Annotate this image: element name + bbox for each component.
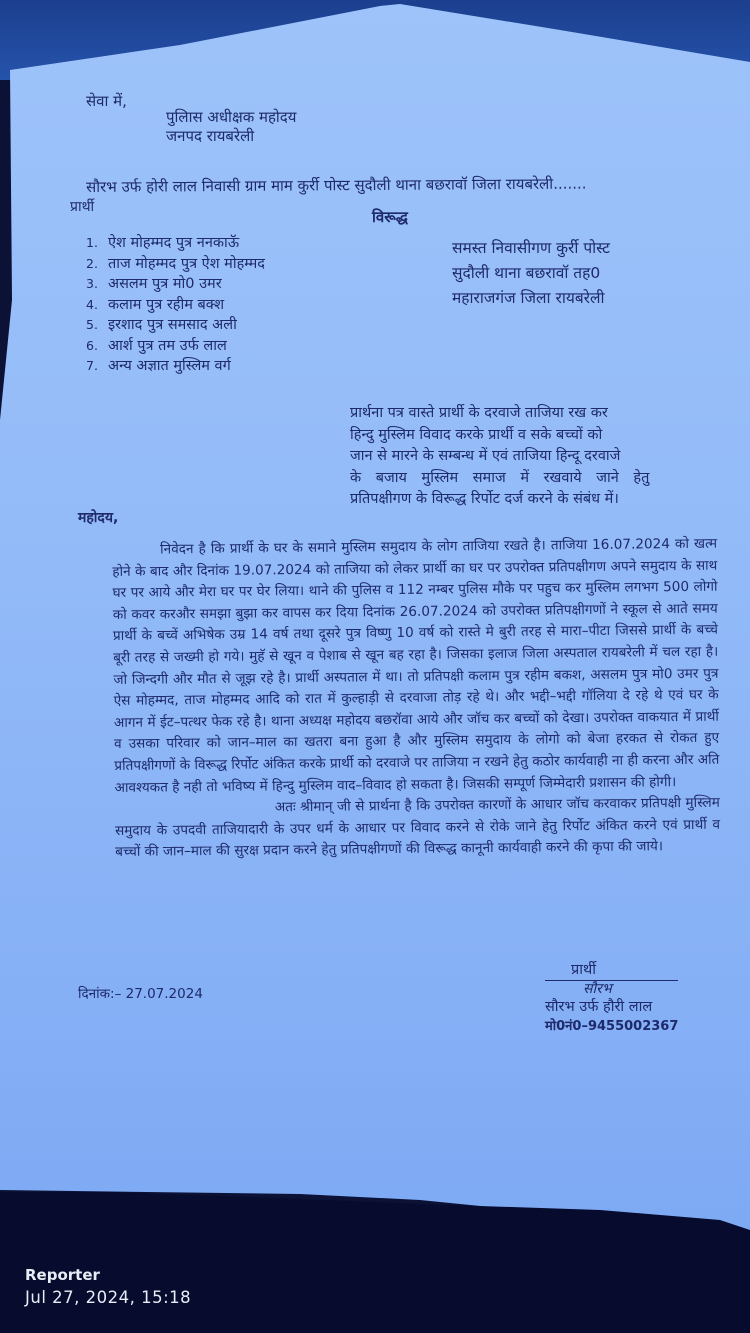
respondent-item: 4. कलाम पुत्र रहीम बक्श — [86, 296, 225, 313]
body-paragraph: अतः श्रीमान् जी से प्रार्थना है कि उपरोक्त कारणों के आधार जॉच करवाकर प्रतिपक्षी मुस्लिम समुदाय के उपदवी ताजियादारी के उपर धर्म के आधार पर विवाद करने से रोके जाने हेतु रिर्पोट अंकित करने एवं प्रार्थी व बच्चों की जान–माल की सुरक्ष प्रदान करने हेतु प्रतिपक्षीगणों की विरूद्ध कानूनी कार्यवाही करने की कृपा की जाये। — [114, 794, 721, 861]
photo-caption — [25, 1266, 191, 1307]
recipient-district: जनपद रायबरेली — [166, 127, 255, 145]
salutation-to: सेवा में, — [86, 92, 127, 110]
signature-scribble: सौरभ — [583, 981, 612, 997]
respondent-item: 3. असलम पुत्र मो0 उमर — [86, 276, 222, 292]
versus-label: विरूद्ध — [372, 208, 408, 226]
recipient-block — [166, 108, 296, 146]
respondent-list — [86, 233, 265, 377]
respondent-item: 6. आर्श पुत्र तम उर्फ लाल — [86, 337, 227, 354]
caption-author: Reporter — [25, 1266, 100, 1284]
applicant-label: प्रार्थी — [70, 199, 95, 215]
respondent-item: 5. इरशाद पुत्र समसाद अली — [86, 317, 237, 333]
signatory-mobile: मो0नं0–9455002367 — [545, 1019, 679, 1034]
respondent-address: समस्त निवासीगण कुर्री पोस्ट सुदौली थाना बछरावॉ तह0 महाराजगंज जिला रायबरेली — [452, 239, 610, 307]
greeting: महोदय, — [78, 510, 119, 526]
letter-body — [112, 534, 720, 864]
body-paragraph: निवेदन है कि प्रार्थी के घर के समाने मुस्लिम समुदाय के लोग ताजिया रखते है। ताजिया 16.07.2024 को खत्म होने के बाद और दिनांक 19.07.2024 को ताजिया को लेकर प्रार्थी का घर पर उपरोक्त प्रतिपक्षीगण अपने समुदाय के साथ घर पर आये और मेरा घर पर घेर लिया। थाने की पुलिस व 112 नम्बर पुलिस मौके पर पहुच कर मुस्लिम लगभग 500 लोगो को कवर करऔर समझा बुझा कर वापस कर दिया दिनांक 26.07.2024 को उपरोक्त प्रतिपक्षीगणों ने स्कूल से आते समय प्रार्थी के बच्वें अभिषेक उम्र 14 वर्ष तथा दूसरे पुत्र विष्णु 10 वर्ष को रास्ते मे बुरी तरह से मारा–पीटा जिससे प्रार्थी के बच्चे बूरी तरह से जख्मी हो गये। मुहॅ से खून व पेशाब से खून बह रहा है। जिसका इलाज जिला अस्पताल रायबरेली में चल रहा है। जो जिन्दगी और मौत से जूझ रहे है। प्रार्थी अस्पताल में था। तो प्रतिपक्षी कलाम पुत्र रहीम बकश, असलम पुत्र मो0 उमर पुत्र ऐस मोहम्मद, ताज मोहम्मद आदि को रात में कुल्हाड़ी से दरवाजा तोड़ रहे थे। और भद्दी–भद्दी गॉलिया दे रहे थे एवं घर के आगन में ईट–पत्थर फेक रहे है। थाना अध्यक्ष महोदय बछरॉवा आये और जॉच कर बच्चों को देखा। उपरोक्त वाकयात में प्रार्थी व उसका परिवार को जान–माल का खतरा बना हुआ है और मुस्लिम समुदाय के लोगो को बेजा हरकत से रोकत हुए प्रतिपक्षीगणों के विरूद्ध रिर्पोट अंकित करके प्रार्थी को दरवाजे पर ताजिया न रखने हेतु कठोर कार्यवाही ना ही करना और अति आवश्यकत है नही तो भविष्य में हिन्दु मुस्लिम वाद–विवाद हो सकता है। जिसकी सम्पूर्ण जिम्मेदारी प्रशासन की होगी। — [112, 535, 720, 796]
applicant-line: सौरभ उर्फ होरी लाल निवासी ग्राम माम कुर्री पोस्ट सुदौली थाना बछरावॉ जिला रायबरेली....... — [86, 174, 587, 196]
respondent-item: 2. ताज मोहम्मद पुत्र ऐश मोहम्मद — [86, 255, 265, 272]
respondent-item: 7. अन्य अज्ञात मुस्लिम वर्ग — [86, 358, 231, 374]
respondent-item: 1. ऐश मोहम्मद पुत्र ननकाऊॅ — [86, 235, 240, 251]
signature-block — [545, 960, 678, 1037]
signature-label: प्रार्थी — [545, 960, 678, 981]
signatory-name: सौरभ उर्फ हौरी लाल — [545, 999, 653, 1015]
subject-block: प्रार्थना पत्र वास्ते प्रार्थी के दरवाजे ताजिया रख कर हिन्दु मुस्लिम विवाद करके प्रार्थी व सके बच्चों को जान से मारने के सम्बन्ध में एवं ताजिया हिन्दू दरवाजे के बजाय मुस्लिम समाज में रखवाये जाने हेतु प्रतिपक्षीगण के विरूद्ध रिर्पोट दर्ज करने के संबंध में। — [350, 405, 650, 507]
recipient-title: पुलिास अधीक्षक महोदय — [166, 108, 297, 126]
caption-timestamp: Jul 27, 2024, 15:18 — [25, 1288, 192, 1307]
date-line: दिनांक:– 27.07.2024 — [78, 986, 203, 1002]
